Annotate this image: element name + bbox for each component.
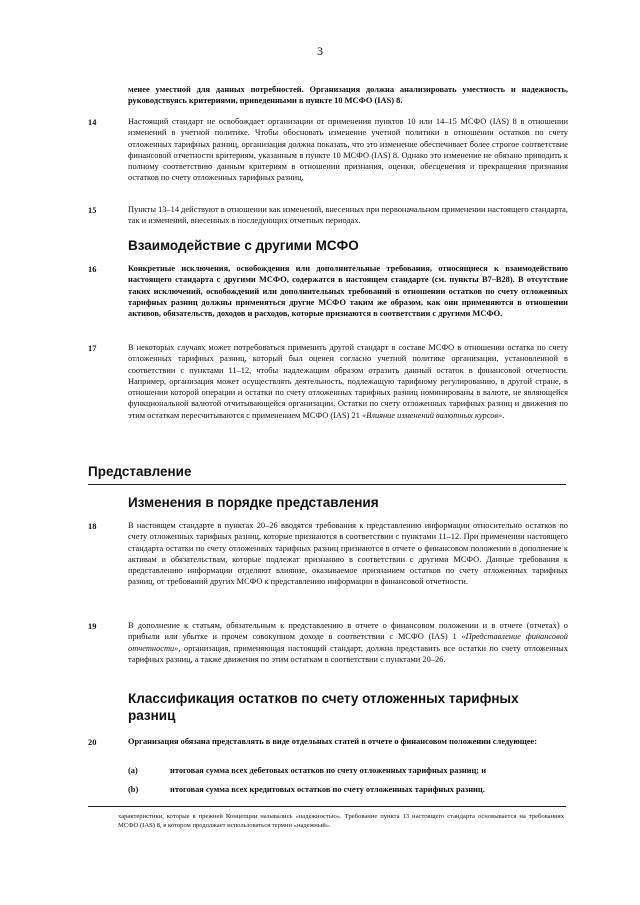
paragraph-19: В дополнение к статьям, обязательным к представлению в отчете о финансовом положении и в отчете (отчетах) о прибыли или убытке и прочем совокупном доходе в соответствии с МСФО (IAS) 1 «Представление финансовой отчетности», организация, применяющая настоящий стандарт, должна представить все остатки по счету отложенных тарифных разниц, а также движения по этим остаткам в соответствии с пунктами 20–26. [128,621,568,664]
paragraph-number-15: 15 [88,206,97,215]
list-item-label: (b) [128,785,139,794]
ias1-title: «Представление финансовой отчетности» [128,632,568,653]
paragraph-number-16: 16 [88,265,97,274]
paragraph-15: Пункты 13–14 действуют в отношении как изменений, внесенных при первоначальном применении настоящего стандарта, так и изменений, внесенных в последующих отчетных периодах. [128,205,568,226]
paragraph-number-20: 20 [88,738,97,747]
list-item-text: итоговая сумма всех кредитовых остатков по счету отложенных тарифных разниц. [170,785,485,794]
section-rule [88,484,566,485]
paragraph-number-19: 19 [88,622,97,631]
ias21-title: «Влияние изменений валютных курсов» [361,410,503,420]
footnote: характеристики, которые в прежней Концепции назывались «надежностью». Требование пункта 13 настоящего стандарта основывается на требованиях МСФО (IAS) 8, в котором продолжает использоваться термин «надежный». [118,813,564,829]
heading-presentation: Представление [88,464,192,479]
page-number: 3 [317,44,323,58]
list-item-label: (a) [128,766,138,775]
paragraph-18: В настоящем стандарте в пунктах 20–26 вводятся требования к представлению информации относительно остатков по счету отложенных тарифных разниц, которые признаются в соответствии с пунктами 11–12. При применении настоящего стандарта остатки по счету отложенных тарифных разниц признаются в отчете о финансовом положении в дополнение к активам и обязательствам, которые подлежат признанию в соответствии с другими МСФО. Данные требования к представлению информации отделяют влияние, оказываемое признанием остатков по счету отложенных тарифных разниц, от требований других МСФО к представлению информации в финансовой отчетности. [128,521,568,587]
paragraph-14: Настоящий стандарт не освобождает организации от применения пунктов 10 или 14–15 МСФО (IAS) 8 в отношении изменений в учетной политике. Чтобы обосновать изменение учетной политики в отношении остатков по счету отложенных тарифных разниц, организация должна показать, что это изменение обеспечивает более строгое соответствие финансовой отчетности критериям, указанным в пункте 10 МСФО (IAS) 8. Однако это изменение не обязано приводить к полному соответствию данным критериям в отношении признания, оценки, обесценения и прекращения признания остатков по счету отложенных тарифных разниц. [128,117,568,183]
footnote-rule [88,806,566,807]
heading-interaction: Взаимодействие с другими МСФО [128,238,359,253]
paragraph-16: Конкретные исключения, освобождения или дополнительные требования, относящиеся к взаимодействию настоящего стандарта с другими МСФО, содержатся в настоящем стандарте (см. пункты B7–B28). В отсутствие таких исключений, освобождений или дополнительных требований в отношении остатков по счету отложенных тарифных разниц должны применяться другие МСФО таким же образом, как они применяются в отношении активов, обязательств, доходов и расходов, которые признаются в соответствии с другими МСФО. [128,264,568,319]
paragraph-number-18: 18 [88,522,97,531]
paragraph-17: В некоторых случаях может потребоваться применить другой стандарт в составе МСФО в отношении остатка по счету отложенных тарифных разниц, который был оценен согласно учетной политике организации, установленной в соответствии с пунктами 11–12, чтобы надлежащим образом отразить данный остаток в финансовой отчетности. Например, организация может осуществлять деятельность, подлежащую тарифному регулированию, в другой стране, в отношении которой операции и остатки по счету отложенных тарифных разниц номинированы в валюте, не являющейся функциональной валютой отчитывающейся организации. Остатки по счету отложенных тарифных разниц и движения по этим остаткам пересчитываются с применением МСФО (IAS) 21 «Влияние изменений валютных курсов». [128,343,568,420]
heading-classification: Классификация остатков по счету отложенных тарифных разниц [128,691,519,723]
paragraph-number-17: 17 [88,344,97,353]
list-item-text: итоговая сумма всех дебетовых остатков по счету отложенных тарифных разниц; и [170,766,487,775]
intro-paragraph: менее уместной для данных потребностей. Организация должна анализировать уместность и надежность, руководствуясь критериями, приведенными в пункте 10 МСФО (IAS) 8. [128,85,568,106]
paragraph-20: Организация обязана представлять в виде отдельных статей в отчете о финансовом положении следующее: [128,737,538,746]
paragraph-number-14: 14 [88,118,97,127]
heading-changes: Изменения в порядке представления [128,495,379,510]
